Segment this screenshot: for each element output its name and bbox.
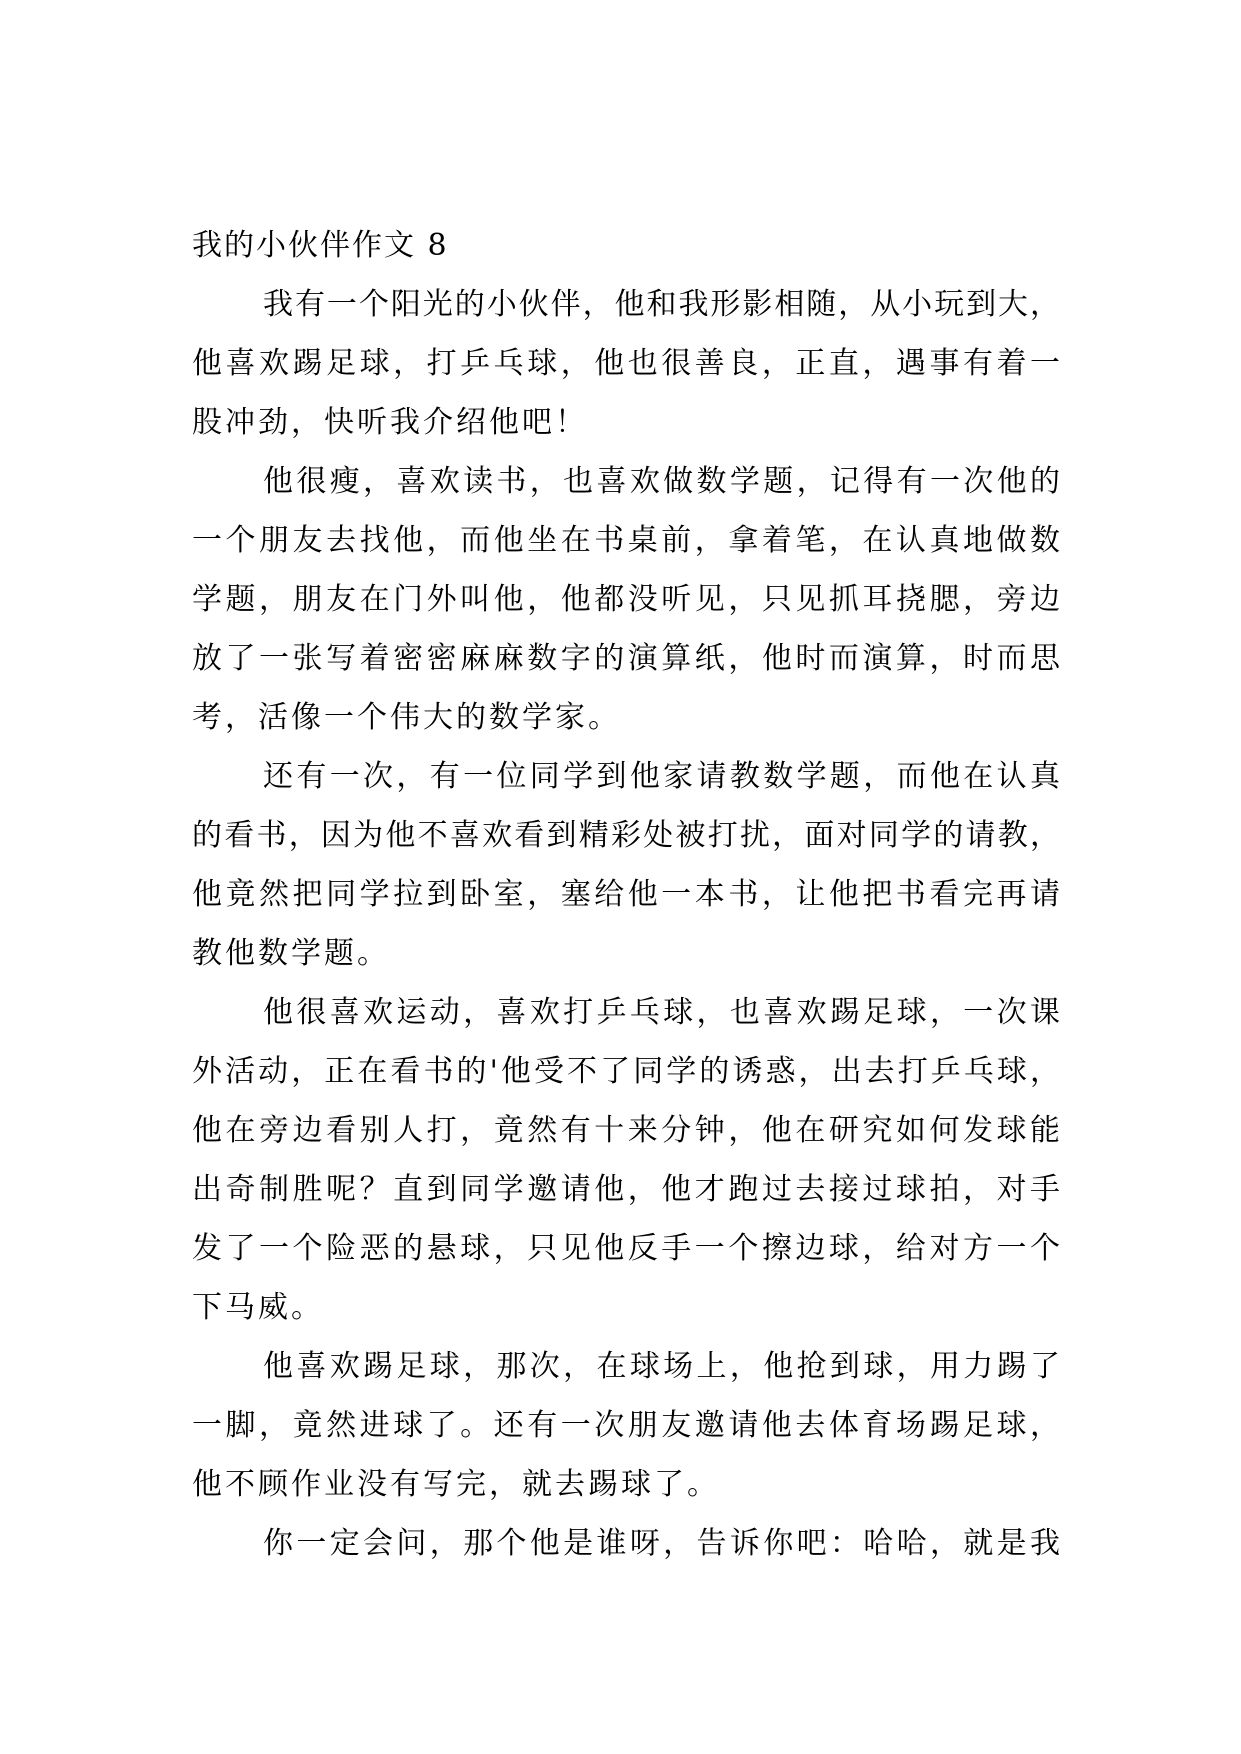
document-page xyxy=(192,216,1060,1573)
paragraph-line: 外活动，正在看书的'他受不了同学的诱惑，出去打乒乓球， xyxy=(192,1054,1060,1089)
paragraph-line: 股冲劲，快听我介绍他吧！ xyxy=(192,405,588,440)
paragraph-line: 教他数学题。 xyxy=(192,936,390,971)
paragraph-1 xyxy=(192,275,1060,452)
paragraph-3 xyxy=(192,747,1060,983)
paragraph-4 xyxy=(192,983,1060,1337)
paragraph-line: 他喜欢踢足球，打乒乓球，他也很善良，正直，遇事有着一 xyxy=(192,346,1060,381)
paragraph-line: 还有一次，有一位同学到他家请教数学题，而他在认真 xyxy=(263,759,1060,794)
paragraph-line: 考，活像一个伟大的数学家。 xyxy=(192,700,621,735)
paragraph-line: 放了一张写着密密麻麻数字的演算纸，他时而演算，时而思 xyxy=(192,641,1060,676)
paragraph-line: 他在旁边看别人打，竟然有十来分钟，他在研究如何发球能 xyxy=(192,1113,1060,1148)
paragraph-line: 他不顾作业没有写完，就去踢球了。 xyxy=(192,1467,720,1502)
paragraph-line: 一脚，竟然进球了。还有一次朋友邀请他去体育场踢足球， xyxy=(192,1408,1060,1443)
paragraph-5 xyxy=(192,1337,1060,1514)
paragraph-line: 出奇制胜呢？直到同学邀请他，他才跑过去接过球拍，对手 xyxy=(192,1172,1060,1207)
paragraph-line: 发了一个险恶的悬球，只见他反手一个擦边球，给对方一个 xyxy=(192,1231,1060,1266)
paragraph-line: 一个朋友去找他，而他坐在书桌前，拿着笔，在认真地做数 xyxy=(192,523,1060,558)
paragraph-line: 他喜欢踢足球，那次，在球场上，他抢到球，用力踢了 xyxy=(263,1349,1060,1384)
paragraph-line: 他很喜欢运动，喜欢打乒乓球，也喜欢踢足球，一次课 xyxy=(263,995,1060,1030)
paragraph-line: 你一定会问，那个他是谁呀，告诉你吧：哈哈，就是我 xyxy=(263,1526,1060,1561)
document-title: 我的小伙伴作文 8 xyxy=(192,228,449,263)
paragraph-line: 学题，朋友在门外叫他，他都没听见，只见抓耳挠腮，旁边 xyxy=(192,582,1060,617)
paragraph-line: 我有一个阳光的小伙伴，他和我形影相随，从小玩到大， xyxy=(263,287,1060,322)
paragraph-6 xyxy=(192,1514,1060,1573)
paragraph-line: 他很瘦，喜欢读书，也喜欢做数学题，记得有一次他的 xyxy=(263,464,1060,499)
paragraph-line: 下马威。 xyxy=(192,1290,324,1325)
paragraph-line: 他竟然把同学拉到卧室，塞给他一本书，让他把书看完再请 xyxy=(192,877,1060,912)
paragraph-2 xyxy=(192,452,1060,747)
paragraph-line: 的看书，因为他不喜欢看到精彩处被打扰，面对同学的请教， xyxy=(192,818,1060,853)
